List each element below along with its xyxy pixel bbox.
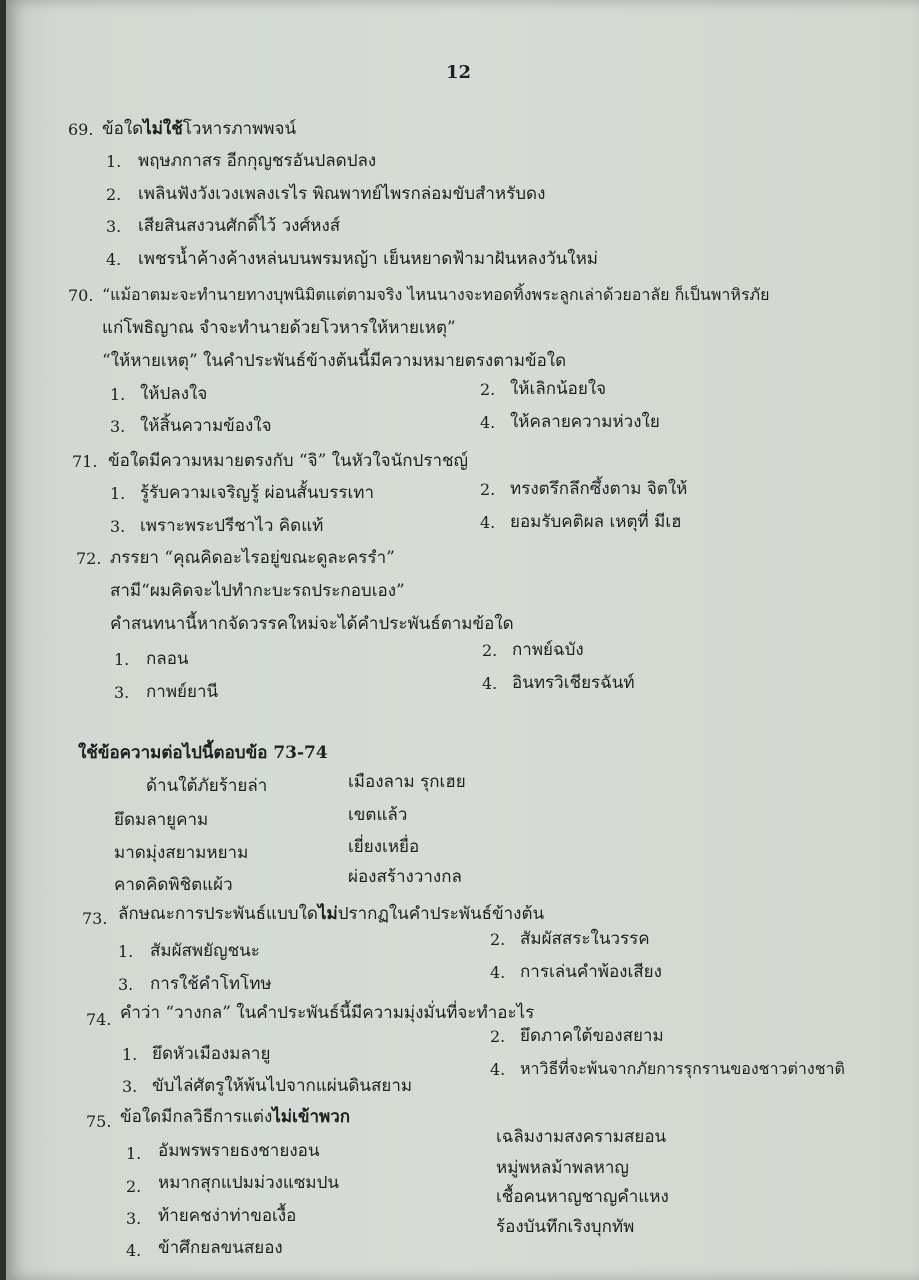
question-number: 73. [82,909,108,928]
question-number: 75. [86,1112,112,1131]
poem-line-second: เมืองลาม รุกเฮย [348,772,466,792]
option-number: 3. [118,975,134,994]
option-text: ขับไล่ศัตรูให้พ้นไปจากแผ่นดินสยาม [152,1076,413,1096]
option-number: 3. [122,1077,138,1096]
option-text: การใช้คำโทโทษ [150,974,272,994]
poem-line-first: มาดมุ่งสยามหยาม [114,843,249,863]
question-stem: ข้อใดมีความหมายตรงกับ “จิ” ในหัวใจนักปราชญ์ [108,451,469,471]
option-text: เสียสินสงวนศักดิ์ไว้ วงศ์หงส์ [138,216,341,236]
question-number: 70. [68,286,94,305]
stem-emphasis: ไม่เข้าพวก [272,1107,351,1127]
option-text: ข้าศึกยลขนสยอง [158,1238,283,1258]
option-text-second: เฉลิมงามสงครามสยอน [496,1127,667,1147]
stem-part: โวหารภาพพจน์ [182,119,297,139]
option-number: 4. [126,1241,142,1260]
option-number: 2. [106,185,122,204]
option-number: 3. [110,417,126,436]
option-text: อินทรวิเชียรฉันท์ [512,673,635,693]
option-text: ให้เลิกน้อยใจ [510,379,607,399]
option-number: 2. [480,380,496,399]
option-number: 1. [110,484,126,503]
option-text-second: ร้องบันทึกเริงบุกทัพ [496,1217,635,1237]
question-number: 71. [72,452,98,471]
option-number: 4. [106,250,122,269]
option-number: 3. [114,683,130,702]
option-text: ให้สิ้นความข้องใจ [140,416,272,436]
option-number: 4. [490,1060,506,1079]
stem-emphasis: ไม่ใช้ [143,119,183,139]
option-text: ให้ปลงใจ [140,384,208,404]
dialogue-line: ภรรยา “คุณคิดอะไรอยู่ขณะดูละครรำ” [110,548,395,568]
option-number: 3. [110,517,126,536]
stem-emphasis: ไม่ [317,904,338,924]
option-number: 1. [118,942,134,961]
option-text-second: หมู่พหลม้าพลหาญ [496,1158,629,1178]
option-number: 4. [490,963,506,982]
option-text: เพลินฟังวังเวงเพลงเรไร พิณพาทย์ไพรกล่อมขับสำหรับดง [138,184,546,204]
option-text: ยอมรับคติผล เหตุที่ มีเฮ [510,512,682,532]
option-text: หมากสุกแปมม่วงแซมปน [158,1173,340,1193]
option-text-second: เชื้อคนหาญชาญคำแหง [496,1187,669,1207]
option-text: ยึดภาคใต้ของสยาม [520,1026,664,1046]
stem-part: ข้อใด [102,119,144,139]
option-number: 4. [480,513,496,532]
option-text: ยึดหัวเมืองมลายู [152,1044,271,1064]
poem-line-second: เขตแล้ว [348,805,408,825]
stem-part: ปรากฏในคำประพันธ์ข้างต้น [337,904,545,924]
poem-line-second: เยี่ยงเหยื่อ [348,837,420,857]
exam-page [6,0,919,1280]
option-text: อัมพรพรายธงชายงอน [158,1141,320,1161]
option-number: 3. [126,1209,142,1228]
question-stem: คำสนทนานี้หากจัดวรรคใหม่จะได้คำประพันธ์ตามข้อใด [110,614,514,634]
option-text: พฤษภกาสร อีกกุญชรอันปลดปลง [138,151,377,171]
option-text: เพราะพระปรีชาไว คิดแท้ [140,516,324,536]
option-number: 1. [126,1144,142,1163]
question-number: 69. [68,120,94,139]
option-number: 1. [114,650,130,669]
option-number: 1. [106,152,122,171]
option-text: กาพย์ยานี [146,682,219,702]
question-stem [118,903,544,925]
quote-line: แก่โพธิญาณ จำจะทำนายด้วยโวหารให้หายเหตุ” [102,318,456,338]
question-stem [102,118,296,140]
question-stem [120,1106,350,1128]
page-number: 12 [446,62,472,83]
option-text: ทรงตรึกลึกซึ้งตาม จิตให้ [510,479,688,499]
option-text: หาวิธีที่จะพ้นจากภัยการรุกรานของชาวต่างชาติ [520,1059,845,1078]
question-stem: คำว่า “วางกล” ในคำประพันธ์นี้มีความมุ่งมั่นที่จะทำอะไร [120,1003,535,1023]
section-heading: ใช้ข้อความต่อไปนี้ตอบข้อ 73-74 [78,743,328,763]
dialogue-line: สามี“ผมคิดจะไปทำกะบะรถประกอบเอง” [110,581,405,601]
option-text: ให้คลายความห่วงใย [510,412,660,432]
stem-part: ลักษณะการประพันธ์แบบใด [118,904,318,924]
option-text: การเล่นคำพ้องเสียง [520,962,662,982]
question-number: 72. [76,549,102,568]
option-text: กาพย์ฉบัง [512,640,584,660]
option-text: รู้รับความเจริญรู้ ผ่อนสั้นบรรเทา [140,483,375,503]
option-number: 2. [126,1177,142,1196]
option-number: 2. [490,1027,506,1046]
option-text: เพชรน้ำค้างค้างหล่นบนพรมหญ้า เย็นหยาดฟ้ามาฝันหลงวันใหม่ [138,249,598,269]
option-text: สัมผัสพยัญชนะ [150,941,260,961]
option-number: 2. [490,930,506,949]
option-text: กลอน [146,649,189,669]
option-number: 4. [480,413,496,432]
stem-part: ข้อใดมีกลวิธีการแต่ง [120,1107,273,1127]
question-number: 74. [86,1010,112,1029]
quote-line: “แม้อาตมะจะทำนายทางบุพนิมิตแต่ตามจริง ไหนนางจะทอดทิ้งพระลูกเล่าด้วยอาลัย ก็เป็นพาหิรภัย [102,285,770,304]
poem-line-second: ผ่องสร้างวางกล [348,867,462,887]
poem-line-first: คาดคิดพิชิตแผ้ว [114,875,233,895]
option-number: 3. [106,217,122,236]
poem-line-first: ด้านใต้ภัยร้ายล่า [146,776,268,796]
option-number: 4. [482,674,498,693]
option-text: ท้ายคชง่าท่าขอเงื้อ [158,1206,297,1226]
option-text: สัมผัสสระในวรรค [520,929,650,949]
poem-line-first: ยึดมลายูคาม [114,810,209,830]
option-number: 1. [110,385,126,404]
option-number: 2. [480,480,496,499]
option-number: 2. [482,641,498,660]
option-number: 1. [122,1045,138,1064]
question-stem: “ให้หายเหตุ” ในคำประพันธ์ข้างต้นนี้มีความหมายตรงตามข้อใด [102,351,567,371]
